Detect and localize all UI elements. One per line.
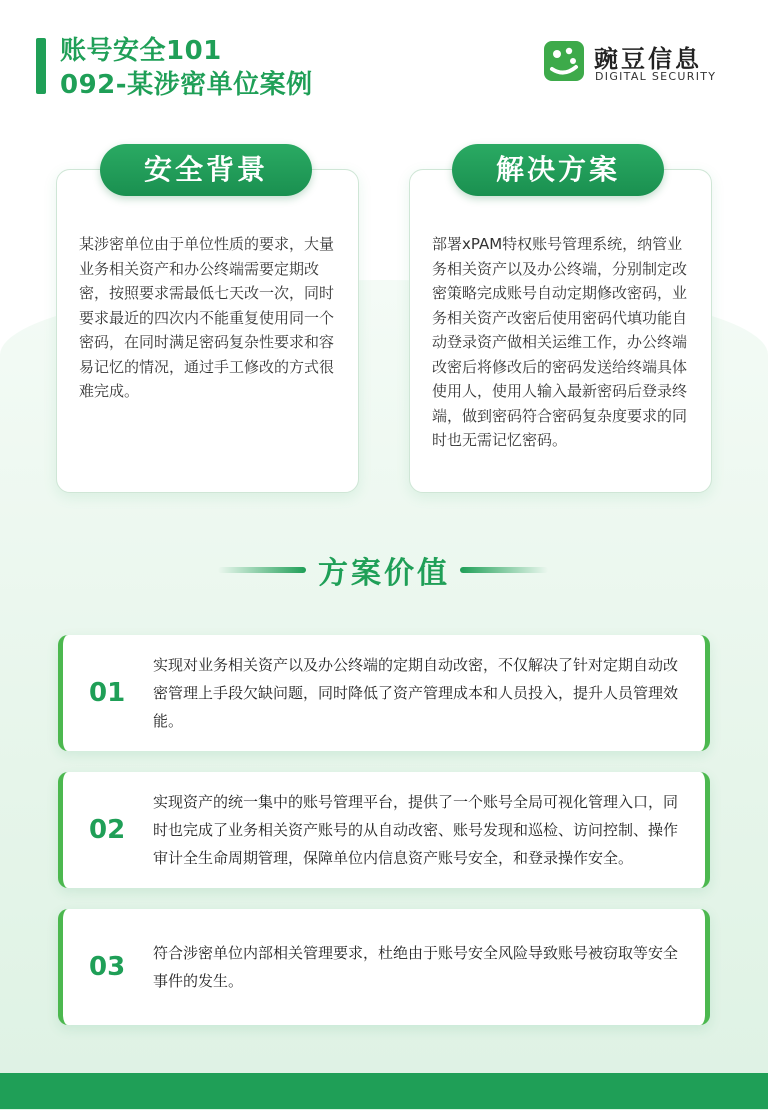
title-accent-bar	[36, 38, 46, 94]
page-title-line-2: 092-某涉密单位案例	[60, 70, 313, 100]
value-item-text: 符合涉密单位内部相关管理要求，杜绝由于账号安全风险导致账号被窃取等安全事件的发生。	[153, 944, 679, 990]
logo-subtitle: DIGITAL SECURITY	[595, 70, 717, 83]
logo-name: 豌豆信息	[594, 45, 702, 73]
page-title-line-1: 账号安全101	[60, 36, 222, 66]
solution-card	[409, 169, 712, 493]
value-item-text: 实现对业务相关资产以及办公终端的定期自动改密，不仅解决了针对定期自动改密管理上手段欠缺问题，同时降低了资产管理成本和人员投入，提升人员管理效能。	[153, 656, 679, 730]
value-item-number: 02	[89, 815, 126, 845]
value-item	[58, 909, 710, 1025]
value-item	[58, 772, 710, 888]
footer-bar	[0, 1073, 768, 1109]
wandou-logo-icon	[544, 41, 584, 81]
solution-text: 部署xPAM特权账号管理系统，纳管业务相关资产以及办公终端，分别制定改密策略完成账号自动定期修改密码，业务相关资产改密后使用密码代填功能自动登录资产做相关运维工作，办公终端改密后将修改后的密码发送给终端具体使用人，使用人输入最新密码后登录终端，做到密码符合密码复杂度要求的同时也无需记忆密码。	[432, 235, 688, 449]
value-item-number: 01	[89, 678, 126, 708]
background-text: 某涉密单位由于单位性质的要求，大量业务相关资产和办公终端需要定期改密，按照要求需最低七天改一次，同时要求最近的四次内不能重复使用同一个密码，在同时满足密码复杂性要求和容易记忆的情况，通过手工修改的方式很难完成。	[79, 235, 335, 400]
solution-label: 解决方案	[452, 144, 664, 196]
background-card	[56, 169, 359, 493]
value-section-title: 方案价值	[318, 556, 450, 591]
value-item-text: 实现资产的统一集中的账号管理平台，提供了一个账号全局可视化管理入口，同时也完成了业务相关资产账号的从自动改密、账号发现和巡检、访问控制、操作审计全生命周期管理，保障单位内信息资产账号安全，和登录操作安全。	[153, 793, 679, 867]
value-item-number: 03	[89, 952, 126, 982]
value-item	[58, 635, 710, 751]
background-label: 安全背景	[100, 144, 312, 196]
title-decoration-right	[460, 567, 548, 573]
brand-logo	[544, 41, 734, 85]
